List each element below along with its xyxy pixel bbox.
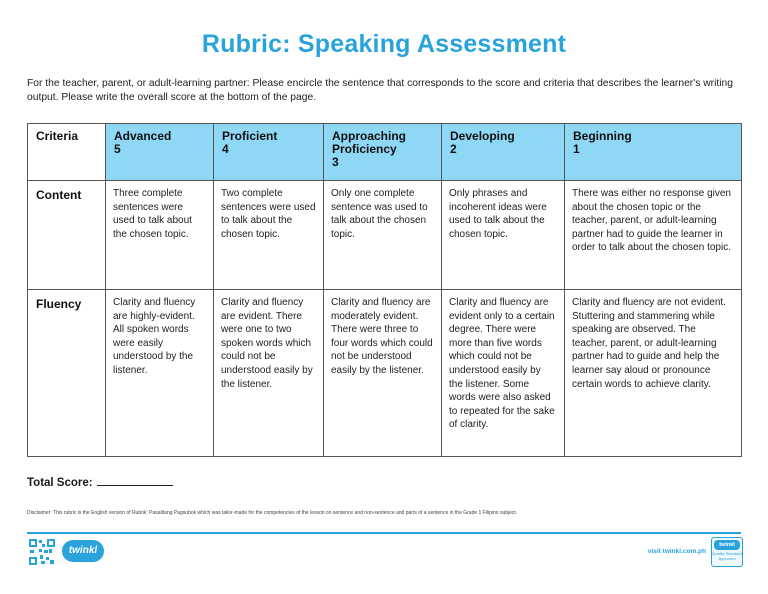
quality-badge-icon	[711, 537, 743, 567]
level-header-developing	[442, 124, 565, 181]
level-name: Approaching Proficiency	[332, 129, 406, 156]
rubric-cell[interactable]: Clarity and fluency are evident. There were one to two spoken words which could not be understood easily by the listener.	[214, 290, 324, 457]
level-header-advanced	[106, 124, 214, 181]
instructions-text: For the teacher, parent, or adult-learning partner: Please encircle the sentence that corresponds to the score and criteria that describes the learner's writing output. Please write the overall score at the bottom of the page.	[27, 78, 733, 103]
rubric-cell[interactable]: There was either no response given about the chosen topic or the teacher, parent, or adult-learning partner had to guide the learner in order to talk about the chosen topic.	[565, 181, 742, 290]
criterion-content: Content	[28, 181, 106, 290]
twinkl-logo-icon: twinkl	[62, 540, 104, 562]
criterion-fluency: Fluency	[28, 290, 106, 457]
level-score: 1	[573, 142, 580, 156]
header-row	[28, 124, 742, 181]
total-score-label: Total Score:	[27, 477, 93, 489]
qr-code-icon	[28, 538, 56, 566]
level-name: Advanced	[114, 129, 172, 143]
rubric-table	[27, 123, 742, 457]
badge-text: Quality Standard Approved	[712, 551, 742, 561]
footer-divider	[27, 532, 741, 534]
level-header-approaching-proficiency	[324, 124, 442, 181]
level-header-proficient	[214, 124, 324, 181]
level-name: Beginning	[573, 129, 632, 143]
level-score: 2	[450, 142, 457, 156]
level-header-beginning	[565, 124, 742, 181]
criteria-header: Criteria	[28, 124, 106, 181]
rubric-cell[interactable]: Only phrases and incoherent ideas were used to talk about the chosen topic.	[442, 181, 565, 290]
badge-name: twinkl	[714, 540, 740, 550]
rubric-cell[interactable]: Only one complete sentence was used to talk about the chosen topic.	[324, 181, 442, 290]
page-title: Rubric: Speaking Assessment	[201, 30, 567, 58]
level-score: 5	[114, 142, 121, 156]
total-score	[27, 475, 173, 489]
level-score: 4	[222, 142, 229, 156]
visit-website-link[interactable]: visit twinkl.com.ph	[647, 548, 706, 555]
level-name: Developing	[450, 129, 515, 143]
table-row-fluency	[28, 290, 742, 457]
total-score-blank[interactable]	[97, 475, 173, 486]
rubric-cell[interactable]: Clarity and fluency are moderately evident. There were three to four words which could not be understood easily by the listener.	[324, 290, 442, 457]
rubric-cell[interactable]: Clarity and fluency are not evident. Stuttering and stammering while speaking are observed. The teacher, parent, or adult-learning partner had to guide and help the learner say aloud or pronounce certain words to achieve clarity.	[565, 290, 742, 457]
level-score: 3	[332, 155, 339, 169]
table-row-content	[28, 181, 742, 290]
disclaimer-text: Disclaimer: This rubric is the English version of Rubrik: Pasalitang Pagsubok which was tailor-made for the competencies of the lesson on sentence and non-sentence and parts of a sentence in the Grade 1 Filipino subject.	[27, 510, 518, 516]
rubric-cell[interactable]: Three complete sentences were used to talk about the chosen topic.	[106, 181, 214, 290]
rubric-cell[interactable]: Clarity and fluency are highly-evident. All spoken words were easily understood by the listener.	[106, 290, 214, 457]
level-name: Proficient	[222, 129, 278, 143]
rubric-cell[interactable]: Two complete sentences were used to talk about the chosen topic.	[214, 181, 324, 290]
rubric-cell[interactable]: Clarity and fluency are evident only to a certain degree. There were more than five words which could not be understood easily by the listener. Some words were also asked to repeated for the sake of clarity.	[442, 290, 565, 457]
